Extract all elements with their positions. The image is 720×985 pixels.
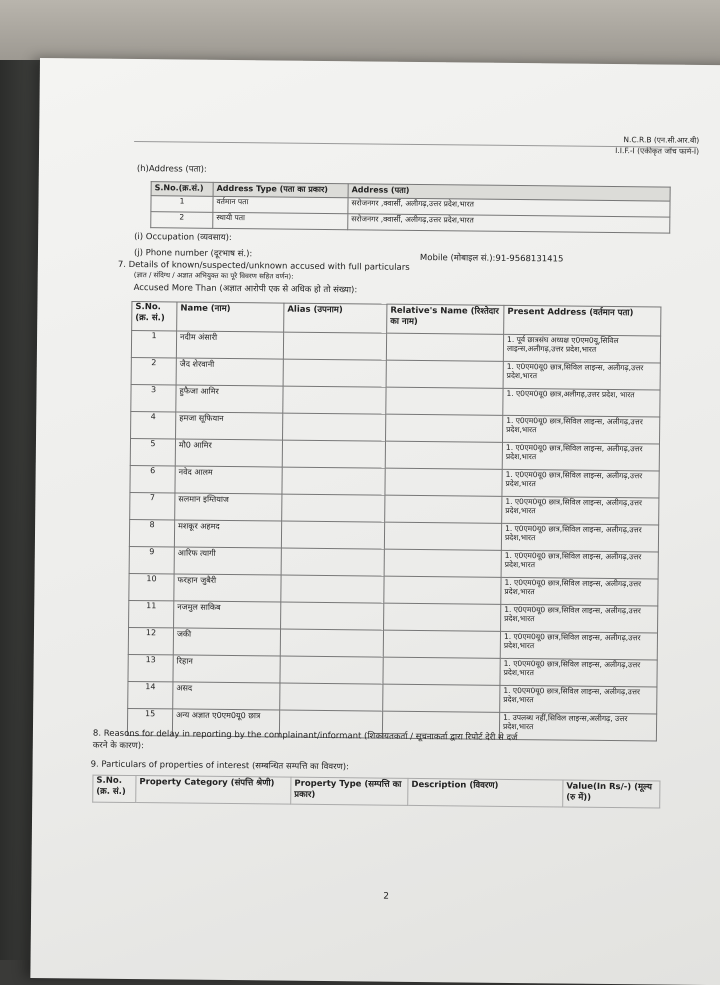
accused-sno: 3 <box>131 384 176 411</box>
accused-name: अन्य अज्ञात ए0एम0यू0 छात्र <box>172 709 279 737</box>
accused-name: असद <box>173 682 280 710</box>
accused-sno: 4 <box>131 411 176 438</box>
section-8-line-2: करने के कारण): <box>92 740 145 752</box>
accused-sno: 7 <box>130 492 175 519</box>
accused-address: 1. ए0एम0यू0 छात्र,सिविल लाइन्स, अलीगढ़,उत्तर प्रदेश,भारत <box>502 496 659 525</box>
accused-name: सलमान इम्तियाज <box>175 493 282 521</box>
accused-sno: 15 <box>127 708 172 735</box>
accused-sno: 2 <box>131 357 176 384</box>
accused-alias <box>281 575 384 603</box>
accused-address: 1. ए0एम0यू0 छात्र,सिविल लाइन्स, अलीगढ़,उत्तर प्रदेश,भारत <box>501 550 658 579</box>
accused-table <box>127 301 662 742</box>
cell: सरोजनगर ,क्वार्सी, अलीगढ़,उत्तर प्रदेश,भारत <box>348 214 670 233</box>
section-7-title: 7. Details of known/suspected/unknown accused with full particulars <box>117 259 410 273</box>
accused-address: 1. ए0एम0यू0 छात्र,सिविल लाइन्स, अलीगढ़,उत्तर प्रदेश,भारत <box>502 469 659 498</box>
property-col-type: Property Type (सम्पत्ति का प्रकार) <box>291 777 408 805</box>
accused-name: मौ0 आमिर <box>175 439 282 467</box>
accused-col-alias: Alias (उपनाम) <box>284 303 387 333</box>
address-col-type: Address Type (पता का प्रकार) <box>213 182 348 197</box>
address-label: (h)Address (पता): <box>136 164 207 175</box>
accused-name: आरिफ त्यागी <box>174 547 281 575</box>
accused-alias <box>283 359 386 387</box>
cell: वर्तमान पता <box>213 196 348 213</box>
accused-alias <box>282 440 385 468</box>
address-table <box>150 181 670 233</box>
accused-relative <box>385 441 502 469</box>
accused-address: 1. ए0एम0यू0 छात्र,सिविल लाइन्स, अलीगढ़,उत्तर प्रदेश,भारत <box>501 577 658 606</box>
accused-sno: 14 <box>128 681 173 708</box>
accused-name: जैद शेरवानी <box>176 358 283 386</box>
mobile-number: Mobile (मोबाइल सं.):91-9568131415 <box>419 252 564 265</box>
accused-alias <box>283 386 386 414</box>
accused-col-relative: Relative's Name (रिश्तेदार का नाम) <box>387 304 504 334</box>
accused-name: नजमुल साकिब <box>174 601 281 629</box>
accused-address: 1. ए0एम0यू0 छात्र,सिविल लाइन्स, अलीगढ़,उत्तर प्रदेश,भारत <box>502 442 659 471</box>
cell: 1 <box>151 196 213 213</box>
accused-name: मशकूर अहमद <box>174 520 281 548</box>
accused-address: 1. ए0एम0यू0 छात्र,सिविल लाइन्स, अलीगढ़,उत्तर प्रदेश,भारत <box>501 604 658 633</box>
accused-relative <box>384 603 501 631</box>
section-9-title: 9. Particulars of properties of interest (सम्बन्धित सम्पत्ति का विवरण): <box>90 759 350 773</box>
accused-relative <box>386 387 503 415</box>
accused-sno: 5 <box>130 438 175 465</box>
accused-address: 1. ए0एम0यू0 छात्र,सिविल लाइन्स, अलीगढ़,उत्तर प्रदेश,भारत <box>503 361 660 390</box>
accused-relative <box>384 522 501 550</box>
document-page <box>30 58 720 985</box>
header-line-2: I.I.F.-I (एकीकृत जाँच फार्म-I) <box>615 146 700 156</box>
section-8-line-1: 8. Reasons for delay in reporting by the complainant/informant (शिकायतकर्ता / सूचनाकर्ता द्वारा रिपोर्ट देरी से दर्ज <box>92 728 518 744</box>
accused-relative <box>383 657 500 685</box>
accused-alias <box>281 548 384 576</box>
accused-address: 1. उपलब्ध नहीं,सिविल लाइन्स,अलीगढ़, उत्तर प्रदेश,भारत <box>499 712 656 741</box>
header-rule <box>134 141 697 148</box>
accused-sno: 6 <box>130 465 175 492</box>
property-col-sno: S.No. (क्र. सं.) <box>93 775 136 802</box>
property-col-value: Value(In Rs/-) (मूल्य (रु में)) <box>563 780 660 808</box>
accused-name: हमजा सूफियान <box>176 412 283 440</box>
cell: स्थायी पता <box>213 212 348 229</box>
accused-sno: 10 <box>129 573 174 600</box>
accused-address: 1. ए0एम0यू0 छात्र,अलीगढ़,उत्तर प्रदेश, भारत <box>503 388 660 417</box>
accused-address: 1. ए0एम0यू0 छात्र,सिविल लाइन्स, अलीगढ़,उत्तर प्रदेश,भारत <box>500 631 657 660</box>
accused-alias <box>281 602 384 630</box>
accused-address: 1. पूर्व छात्रसंघ अध्यक्ष ए0एम0यू,सिविल लाइन्स,अलीगढ़,उत्तर प्रदेश,भारत <box>503 334 660 363</box>
accused-relative <box>385 495 502 523</box>
accused-name: हुफैजा आमिर <box>176 385 283 413</box>
property-col-category: Property Category (संपत्ति श्रेणी) <box>136 776 291 805</box>
accused-sno: 13 <box>128 654 173 681</box>
accused-alias <box>280 629 383 657</box>
accused-alias <box>283 332 386 360</box>
accused-address: 1. ए0एम0यू0 छात्र,सिविल लाइन्स, अलीगढ़,उत्तर प्रदेश,भारत <box>500 658 657 687</box>
accused-relative <box>386 360 503 388</box>
accused-relative <box>384 549 501 577</box>
accused-relative <box>386 414 503 442</box>
accused-relative <box>385 468 502 496</box>
accused-more-than: Accused More Than (अज्ञात आरोपी एक से अधिक हो तो संख्या): <box>133 282 358 296</box>
accused-sno: 9 <box>129 546 174 573</box>
address-col-sno: S.No.(क्र.सं.) <box>151 182 213 197</box>
accused-relative <box>383 630 500 658</box>
accused-name: नदीम अंसारी <box>176 331 283 359</box>
accused-name: फरहान जुबैरी <box>174 574 281 602</box>
property-col-description: Description (विवरण) <box>408 778 563 807</box>
accused-alias <box>280 656 383 684</box>
accused-address: 1. ए0एम0यू0 छात्र,सिविल लाइन्स, अलीगढ़,उत्तर प्रदेश,भारत <box>500 685 657 714</box>
accused-name: जकी <box>173 628 280 656</box>
page-number: 2 <box>383 891 390 902</box>
accused-alias <box>282 467 385 495</box>
accused-col-name: Name (नाम) <box>177 302 284 332</box>
property-table <box>92 775 660 809</box>
accused-sno: 12 <box>128 627 173 654</box>
phone-label: (j) Phone number (दूरभाष सं.): <box>133 247 253 260</box>
accused-sno: 11 <box>129 600 174 627</box>
header-line-1: N.C.R.B (एन.सी.आर.बी) <box>623 135 700 145</box>
accused-alias <box>281 521 384 549</box>
cell: 2 <box>151 212 213 229</box>
accused-address: 1. ए0एम0यू0 छात्र,सिविल लाइन्स, अलीगढ़,उत्तर प्रदेश,भारत <box>503 415 660 444</box>
accused-sno: 8 <box>129 519 174 546</box>
accused-name: नवेद आलम <box>175 466 282 494</box>
cell: सरोजनगर ,क्वार्सी, अलीगढ़,उत्तर प्रदेश,भारत <box>348 198 670 217</box>
accused-alias <box>282 494 385 522</box>
accused-col-address: Present Address (वर्तमान पता) <box>504 305 661 336</box>
accused-address: 1. ए0एम0यू0 छात्र,सिविल लाइन्स, अलीगढ़,उत्तर प्रदेश,भारत <box>501 523 658 552</box>
section-7-subtitle: (ज्ञात / संदिग्ध / अज्ञात अभियुक्त का पूरे विवरण सहित वर्णन): <box>133 270 294 281</box>
address-col-address: Address (पता) <box>348 184 670 201</box>
occupation-label: (i) Occupation (व्यवसाय): <box>134 231 232 244</box>
accused-name: रिहान <box>173 655 280 683</box>
accused-alias <box>283 413 386 441</box>
accused-sno: 1 <box>131 330 176 357</box>
accused-alias <box>280 683 383 711</box>
accused-relative <box>386 333 503 361</box>
accused-relative <box>384 576 501 604</box>
accused-col-sno: S.No.(क्र. सं.) <box>132 301 177 330</box>
accused-relative <box>383 684 500 712</box>
